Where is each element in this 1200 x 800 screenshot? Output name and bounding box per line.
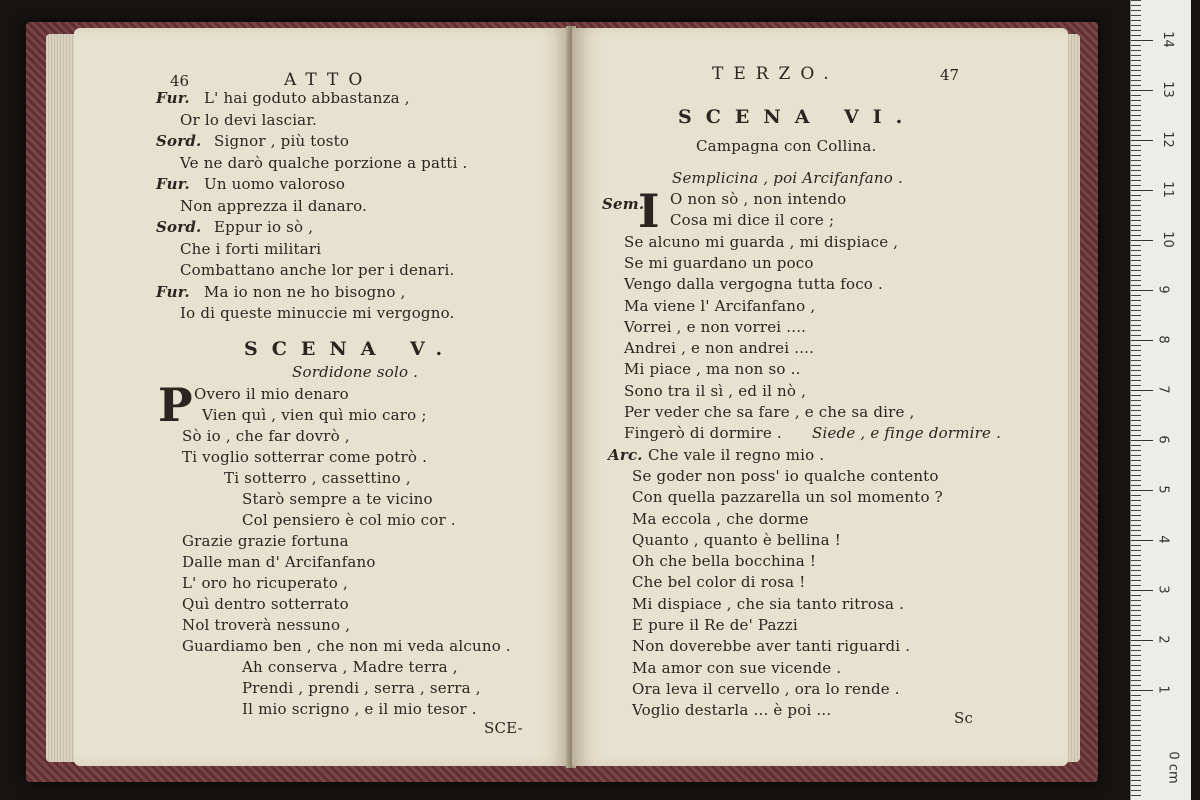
text-line: Ma amor con sue vicende . xyxy=(632,658,842,677)
text-line: Eppur io sò , xyxy=(214,218,314,236)
text-line: Fingerò di dormire . xyxy=(624,424,782,443)
ruler-number: 3 xyxy=(1155,585,1171,594)
text-line: Ma io non ne ho bisogno , xyxy=(204,282,406,301)
text-line: Se goder non poss' io qualche contento xyxy=(632,466,939,485)
text-line: Ma viene l' Arcifanfano , xyxy=(624,296,816,315)
text-line: Io di queste minuccie mi vergogno. xyxy=(180,304,455,322)
text-line: Voglio destarla ... è poi ... xyxy=(632,701,832,720)
ruler-number: 8 xyxy=(1155,335,1171,344)
ruler-number: 14 xyxy=(1159,31,1175,48)
text-line: Non doverebbe aver tanti riguardi . xyxy=(632,637,911,656)
ruler-tick xyxy=(1131,690,1153,691)
left-page xyxy=(74,28,570,766)
verse-line: Sò io , che far dovrò , xyxy=(182,427,350,445)
text-line: Non apprezza il danaro. xyxy=(180,196,368,215)
verse-line: L' oro ho ricuperato , xyxy=(182,574,348,592)
text-line: Se alcuno mi guarda , mi dispiace , xyxy=(624,232,899,251)
text-line: Per veder che sa fare , e che sa dire , xyxy=(624,403,915,421)
text-line: E pure il Re de' Pazzi xyxy=(632,616,798,634)
verse-line: Quì dentro sotterrato xyxy=(182,595,349,613)
text-line: Che bel color di rosa ! xyxy=(632,573,806,592)
text-line: Sono tra il sì , ed il nò , xyxy=(624,381,807,400)
page-number: 46 xyxy=(170,72,190,90)
text-line: Andrei , e non andrei .... xyxy=(624,339,815,358)
text-line: Ma eccola , che dorme xyxy=(632,509,809,528)
text-line: L' hai goduto abbastanza , xyxy=(204,89,410,107)
right-page xyxy=(572,28,1068,766)
text-line: Ora leva il cervello , ora lo rende . xyxy=(632,679,900,698)
ruler-tick xyxy=(1131,190,1153,191)
ruler-tick xyxy=(1131,90,1153,91)
characters: Semplicina , poi Arcifanfano . xyxy=(672,169,903,187)
speaker-label: Fur. xyxy=(156,175,190,193)
speaker-label: Sord. xyxy=(156,132,202,150)
speaker-label: Arc. xyxy=(608,445,643,464)
measuring-ruler xyxy=(1130,0,1191,800)
ruler-number: 7 xyxy=(1155,385,1171,394)
verse-line: Overo il mio denaro xyxy=(194,385,349,403)
verse-line: Ti voglio sotterrar come potrò . xyxy=(182,448,428,466)
scene-title: SCENA V. xyxy=(244,338,457,360)
ruler-number: 13 xyxy=(1159,81,1175,98)
text-line: Che i forti militari xyxy=(180,239,322,258)
drop-cap: P xyxy=(158,378,193,432)
speaker-label: Sem. xyxy=(602,195,645,213)
text-line: Con quella pazzarella un sol momento ? xyxy=(632,488,943,507)
verse-line: Guardiamo ben , che non mi veda alcuno . xyxy=(182,637,511,655)
ruler-tick xyxy=(1131,140,1153,141)
ruler-tick xyxy=(1131,290,1153,291)
text-line: Che vale il regno mio . xyxy=(648,445,825,464)
page-number: 47 xyxy=(940,66,960,84)
ruler-tick xyxy=(1131,240,1153,241)
verse-line: Ti sotterro , cassettino , xyxy=(224,469,411,487)
speaker-label: Fur. xyxy=(156,282,190,301)
stage-direction: Siede , e finge dormire . xyxy=(812,424,1002,443)
ruler-unit: 0 cm xyxy=(1165,751,1181,784)
ruler-number: 5 xyxy=(1155,485,1171,494)
running-header: ATTO xyxy=(284,70,373,90)
ruler-tick xyxy=(1131,590,1153,591)
verse-line: Dalle man d' Arcifanfano xyxy=(182,553,376,571)
text-line: Cosa mi dice il core ; xyxy=(670,211,835,230)
ruler-tick xyxy=(1131,440,1153,441)
ruler-number: 10 xyxy=(1159,231,1175,248)
text-line: Ve ne darò qualche porzione a patti . xyxy=(180,153,468,172)
verse-line: Ah conserva , Madre terra , xyxy=(242,658,458,676)
speaker-label: Fur. xyxy=(156,89,190,107)
ruler-number: 1 xyxy=(1155,685,1171,694)
text-line: Combattano anche lor per i denari. xyxy=(180,261,455,279)
text-line: Mi dispiace , che sia tanto ritrosa . xyxy=(632,594,905,613)
ruler-number: 2 xyxy=(1155,635,1171,644)
ruler-number: 11 xyxy=(1159,181,1175,198)
verse-line: Grazie grazie fortuna xyxy=(182,532,349,550)
verse-line: Nol troverà nessuno , xyxy=(182,616,351,634)
text-line: Mi piace , ma non so .. xyxy=(624,360,801,379)
ruler-tick xyxy=(1131,340,1153,341)
ruler-tick xyxy=(1131,640,1153,641)
verse-line: Prendi , prendi , serra , serra , xyxy=(242,679,481,697)
catchword: Sc xyxy=(954,709,974,727)
running-header: TERZO. xyxy=(712,64,839,84)
ruler-tick xyxy=(1131,540,1153,541)
drop-cap: I xyxy=(638,184,660,238)
ruler-number: 4 xyxy=(1155,535,1171,544)
text-line: Vengo dalla vergogna tutta foco . xyxy=(624,275,883,294)
ruler-tick xyxy=(1131,390,1153,391)
ruler-tick xyxy=(1131,490,1153,491)
ruler-number: 12 xyxy=(1159,131,1175,148)
text-line: Quanto , quanto è bellina ! xyxy=(632,530,841,549)
scene-location: Campagna con Collina. xyxy=(696,137,877,155)
text-line: Un uomo valoroso xyxy=(204,175,346,193)
page-edges-left xyxy=(46,34,76,762)
text-line: Or lo devi lasciar. xyxy=(180,110,318,129)
page-edges-right xyxy=(1066,34,1080,762)
text-line: Se mi guardano un poco xyxy=(624,253,814,272)
ruler-number: 9 xyxy=(1155,285,1171,294)
catchword: SCE- xyxy=(484,719,523,737)
verse-line: Vien quì , vien quì mio caro ; xyxy=(202,406,427,424)
text-line: O non sò , non intendo xyxy=(670,190,847,208)
ruler-number: 6 xyxy=(1155,435,1171,444)
verse-line: Col pensiero è col mio cor . xyxy=(242,511,456,529)
scene-title: SCENA VI. xyxy=(678,106,917,128)
verse-line: Il mio scrigno , e il mio tesor . xyxy=(242,700,477,718)
ruler-tick xyxy=(1131,40,1153,41)
text-line: Signor , più tosto xyxy=(214,132,350,150)
scene-subtitle: Sordidone solo . xyxy=(292,363,419,381)
text-line: Oh che bella bocchina ! xyxy=(632,552,817,571)
verse-line: Starò sempre a te vicino xyxy=(242,490,433,508)
speaker-label: Sord. xyxy=(156,218,202,236)
text-line: Vorrei , e non vorrei .... xyxy=(624,317,807,336)
